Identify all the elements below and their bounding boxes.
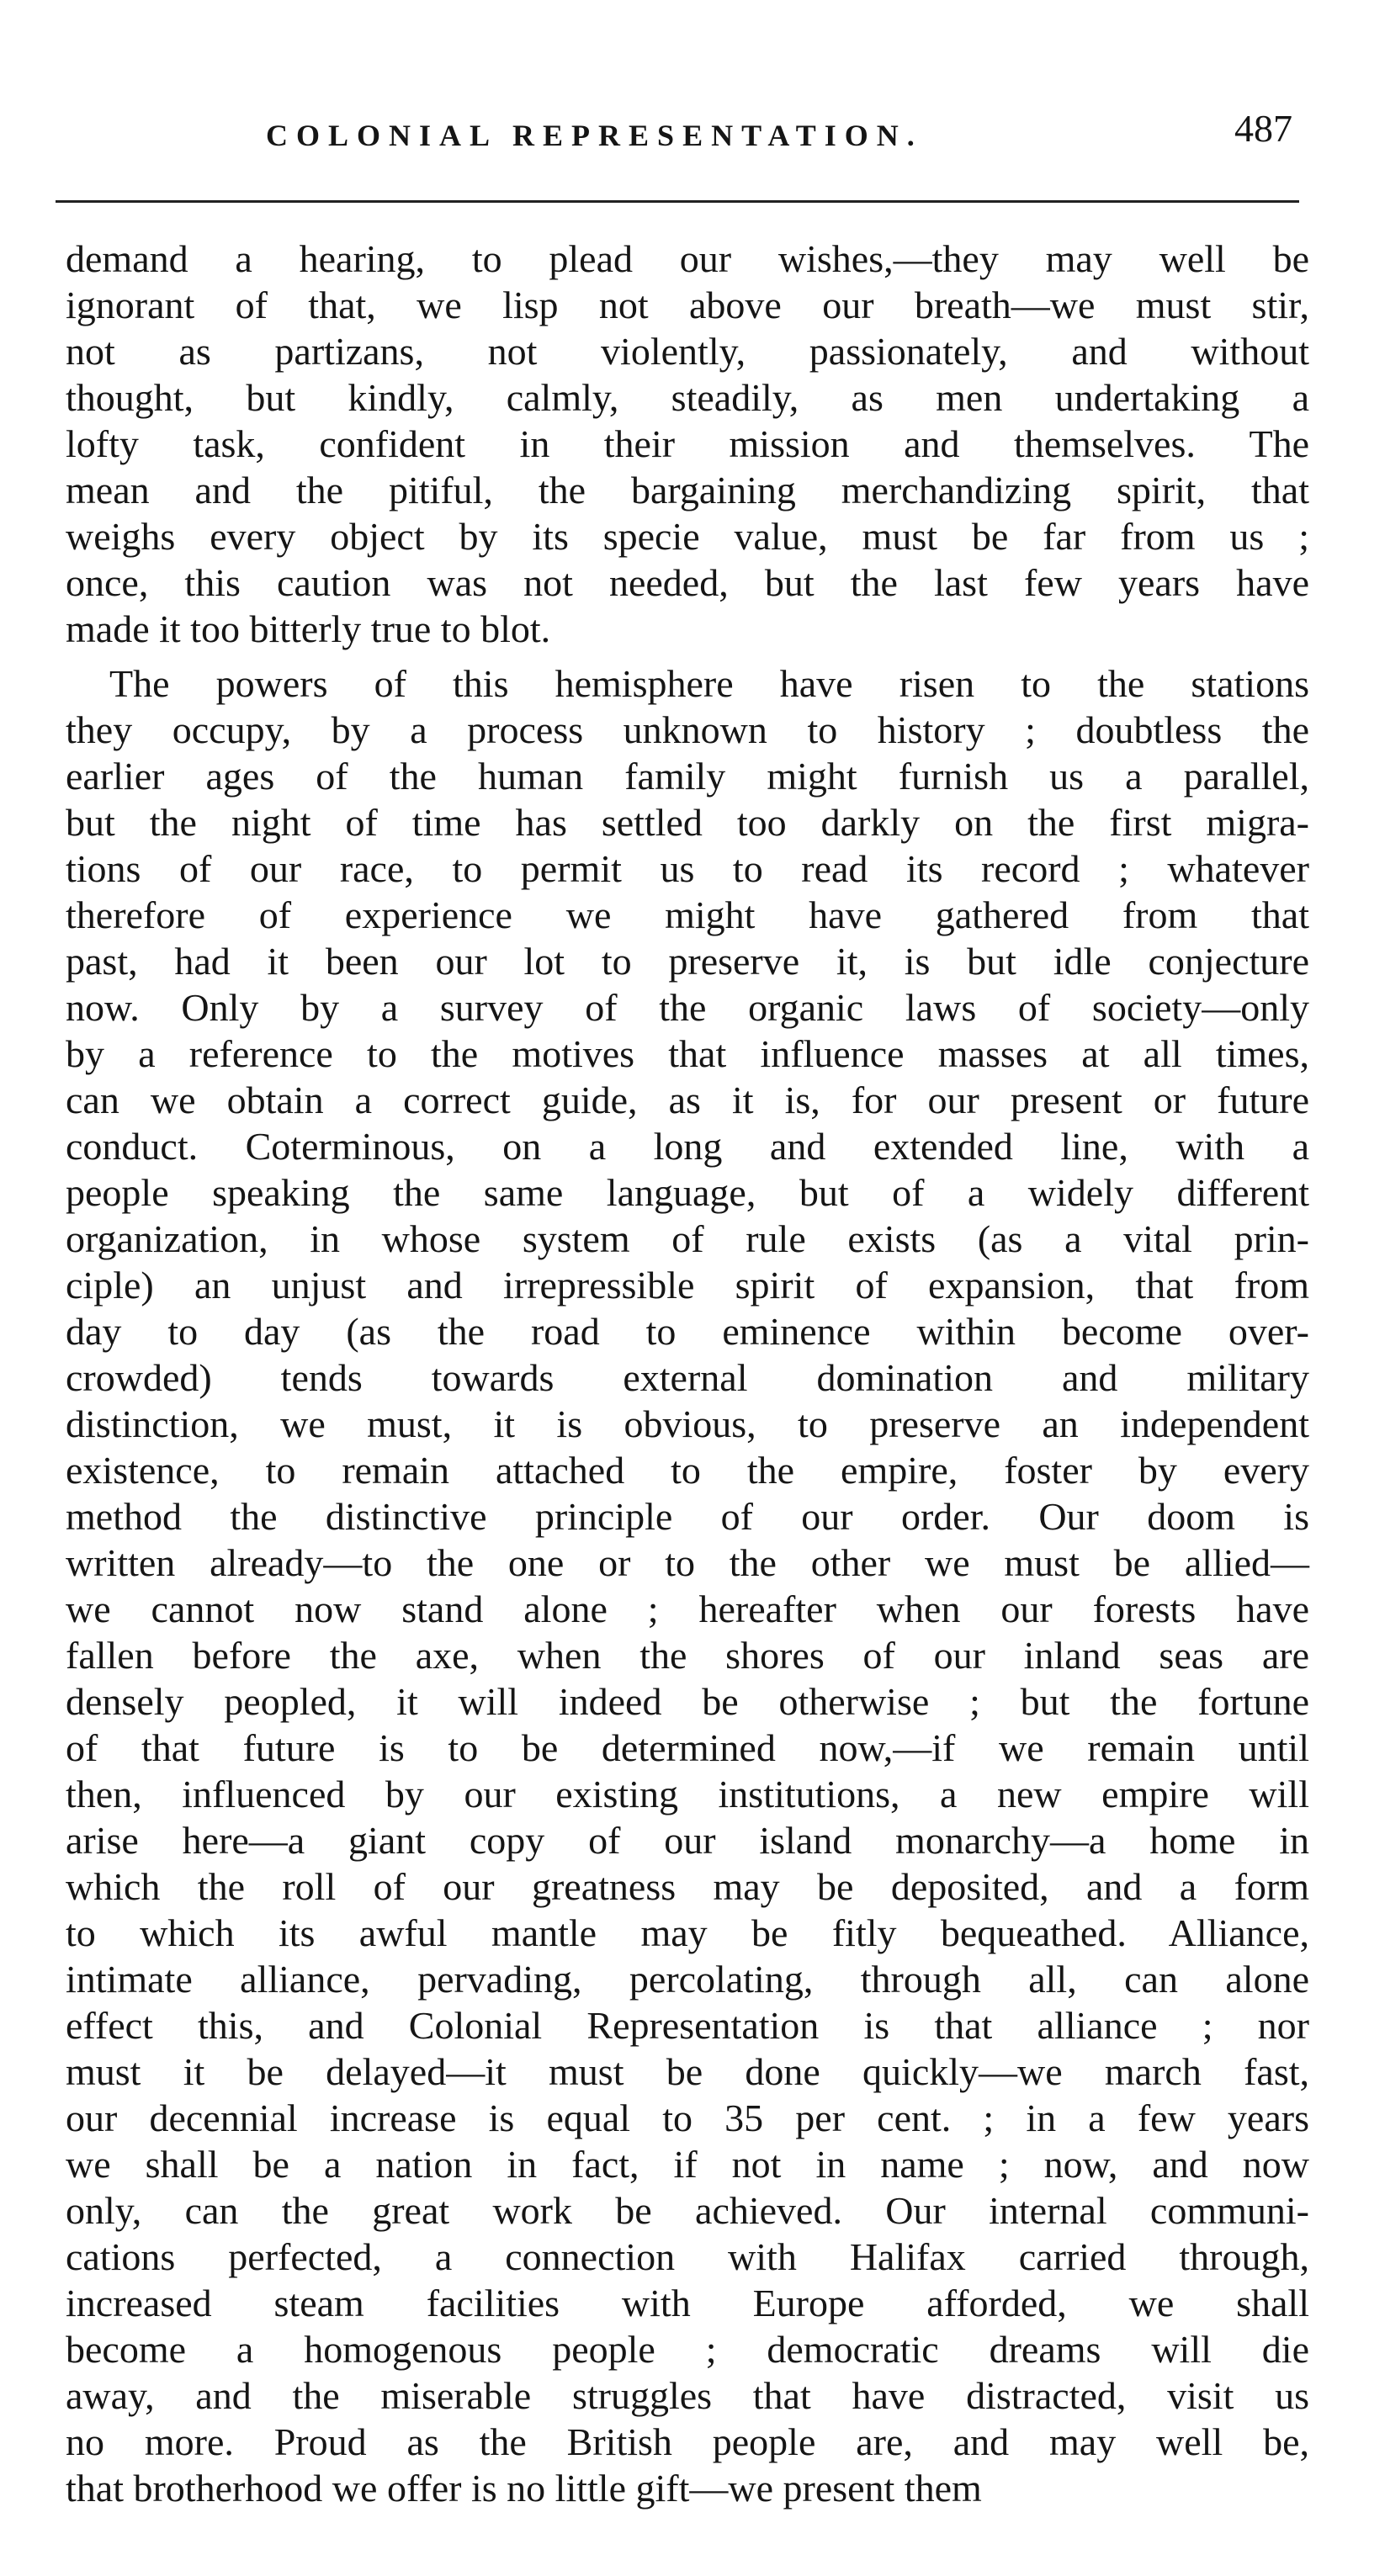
text-line: we cannot now stand alone ; hereafter when our forests have (66, 1587, 1309, 1630)
text-line: The powers of this hemisphere have risen to the stations (109, 662, 1309, 705)
text-line: densely peopled, it will indeed be otherwise ; but the fortune (66, 1680, 1309, 1723)
text-line: then, influenced by our existing institutions, a new empire will (66, 1773, 1309, 1815)
paragraph (66, 236, 1309, 652)
text-line: once, this caution was not needed, but the last few years have (66, 561, 1309, 604)
text-line: organization, in whose system of rule exists (as a vital prin- (66, 1217, 1309, 1260)
text-line: written already—to the one or to the other we must be allied— (66, 1541, 1309, 1584)
text-line: ignorant of that, we lisp not above our breath—we must stir, (66, 284, 1309, 326)
text-line: ciple) an unjust and irrepressible spirit of expansion, that from (66, 1264, 1309, 1307)
running-head (67, 103, 1329, 162)
text-line: become a homogenous people ; democratic dreams will die (66, 2328, 1309, 2371)
text-line: earlier ages of the human family might furnish us a parallel, (66, 755, 1309, 798)
text-line: not as partizans, not violently, passionately, and without (66, 330, 1309, 373)
text-line: thought, but kindly, calmly, steadily, as men undertaking a (66, 376, 1309, 419)
text-line: arise here—a giant copy of our island monarchy—a home in (66, 1819, 1309, 1862)
text-line: by a reference to the motives that influence masses at all times, (66, 1032, 1309, 1075)
text-line: we shall be a nation in fact, if not in name ; now, and now (66, 2143, 1309, 2186)
body-text (66, 236, 1309, 2511)
text-line: to which its awful mantle may be fitly bequeathed. Alliance, (66, 1911, 1309, 1954)
text-line: increased steam facilities with Europe afforded, we shall (66, 2282, 1309, 2324)
paragraph-gap (66, 652, 1309, 660)
text-line: now. Only by a survey of the organic laws of society—only (66, 986, 1309, 1029)
text-line: intimate alliance, pervading, percolating, through all, can alone (66, 1958, 1309, 2001)
text-line: fallen before the axe, when the shores of our inland seas are (66, 1634, 1309, 1677)
text-line: past, had it been our lot to preserve it, is but idle conjecture (66, 940, 1309, 983)
text-line: day to day (as the road to eminence within become over- (66, 1310, 1309, 1353)
text-line: must it be delayed—it must be done quickly—we march fast, (66, 2050, 1309, 2093)
text-line: lofty task, confident in their mission and themselves. The (66, 422, 1309, 465)
text-line: no more. Proud as the British people are, and may well be, (66, 2420, 1309, 2463)
text-line: existence, to remain attached to the empire, foster by every (66, 1449, 1309, 1492)
text-line: only, can the great work be achieved. Our internal communi- (66, 2189, 1309, 2232)
text-line: crowded) tends towards external domination and military (66, 1356, 1309, 1399)
text-line: can we obtain a correct guide, as it is, for our present or future (66, 1079, 1309, 1121)
running-title: COLONIAL REPRESENTATION. (266, 119, 923, 152)
text-line: that brotherhood we offer is no little gift—we present them (66, 2467, 982, 2510)
page-number: 487 (1234, 107, 1292, 150)
text-line: they occupy, by a process unknown to history ; doubtless the (66, 708, 1309, 751)
text-line: people speaking the same language, but of a widely different (66, 1171, 1309, 1214)
paragraph (66, 660, 1309, 2511)
text-line: demand a hearing, to plead our wishes,—they may well be (66, 237, 1309, 280)
text-line: our decennial increase is equal to 35 per cent. ; in a few years (66, 2096, 1309, 2139)
text-line: weighs every object by its specie value, must be far from us ; (66, 515, 1309, 558)
text-line: made it too bitterly true to blot. (66, 607, 551, 650)
text-line: tions of our race, to permit us to read its record ; whatever (66, 847, 1309, 890)
text-line: distinction, we must, it is obvious, to preserve an independent (66, 1402, 1309, 1445)
text-line: which the roll of our greatness may be deposited, and a form (66, 1865, 1309, 1908)
text-line: effect this, and Colonial Representation is that alliance ; nor (66, 2004, 1309, 2047)
text-line: but the night of time has settled too darkly on the first migra- (66, 801, 1309, 844)
text-line: conduct. Coterminous, on a long and extended line, with a (66, 1125, 1309, 1168)
text-line: cations perfected, a connection with Halifax carried through, (66, 2235, 1309, 2278)
text-line: therefore of experience we might have gathered from that (66, 893, 1309, 936)
text-line: away, and the miserable struggles that have distracted, visit us (66, 2374, 1309, 2417)
text-line: method the distinctive principle of our order. Our doom is (66, 1495, 1309, 1538)
header-rule (56, 200, 1299, 203)
text-line: of that future is to be determined now,—if we remain until (66, 1726, 1309, 1769)
text-line: mean and the pitiful, the bargaining merchandizing spirit, that (66, 469, 1309, 511)
